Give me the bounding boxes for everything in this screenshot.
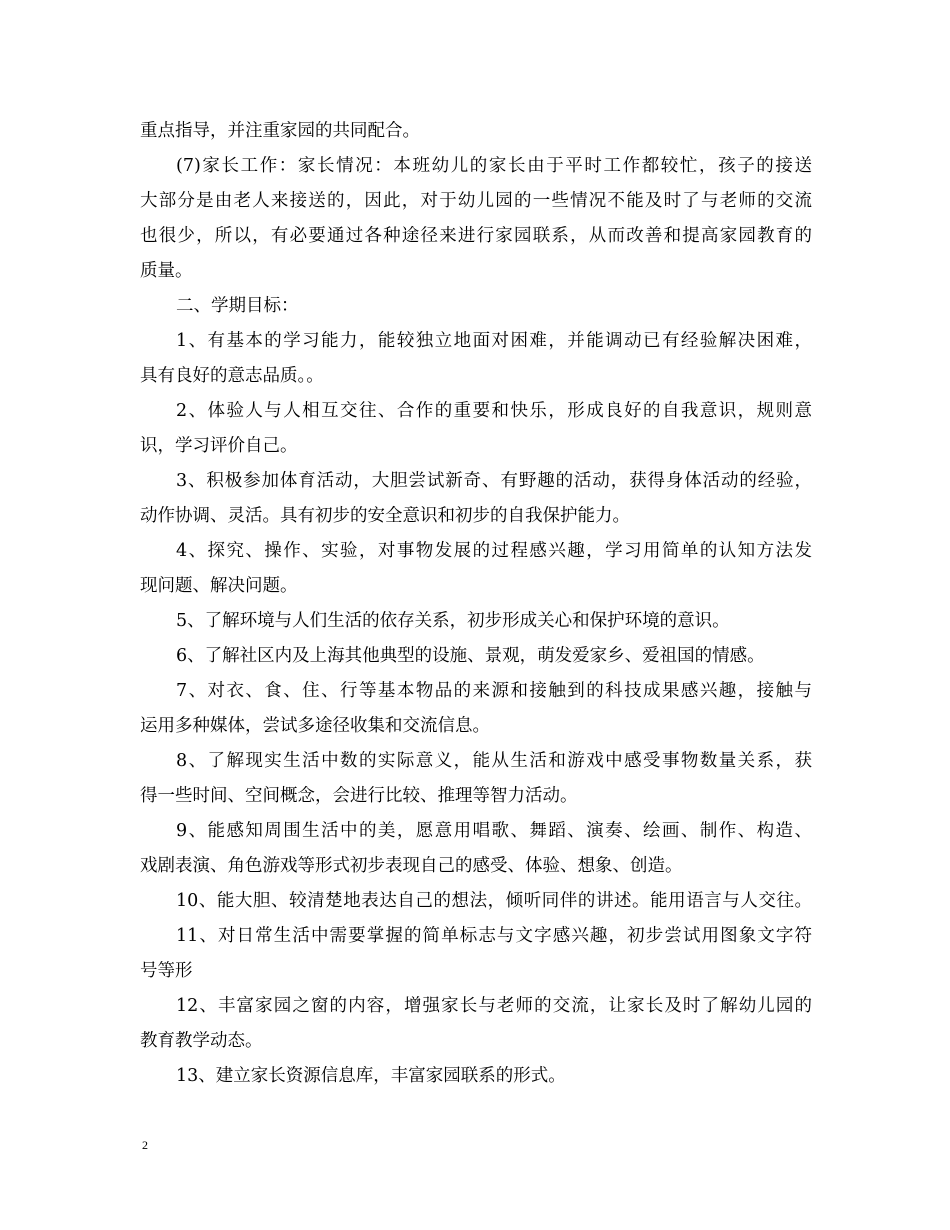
text-line: 运用多种媒体，尝试多途径收集和交流信息。 xyxy=(140,716,490,736)
text-line: 7、对衣、食、住、行等基本物品的来源和接触到的科技成果感兴趣，接触与 xyxy=(176,681,812,701)
text-line: 5、了解环境与人们生活的依存关系，初步形成关心和保护环境的意识。 xyxy=(176,611,730,631)
text-line: 8、了解现实生活中数的实际意义，能从生活和游戏中感受事物数量关系，获 xyxy=(176,751,812,771)
text-line: 戏剧表演、角色游戏等形式初步表现自己的感受、体验、想象、创造。 xyxy=(140,856,683,876)
text-line: 大部分是由老人来接送的，因此，对于幼儿园的一些情况不能及时了与老师的交流 xyxy=(140,191,812,211)
text-line: 得一些时间、空间概念，会进行比较、推理等智力活动。 xyxy=(140,786,578,806)
text-line: 教育教学动态。 xyxy=(140,1031,263,1051)
document-body xyxy=(140,114,812,1094)
text-line: 11、对日常生活中需要掌握的简单标志与文字感兴趣，初步尝试用图象文字符 xyxy=(176,926,812,946)
text-line: 3、积极参加体育活动，大胆尝试新奇、有野趣的活动，获得身体活动的经验， xyxy=(176,471,812,491)
text-line: 1、有基本的学习能力，能较独立地面对困难，并能调动已有经验解决困难， xyxy=(176,331,812,351)
text-line: 也很少，所以，有必要通过各种途径来进行家园联系，从而改善和提高家园教育的 xyxy=(140,226,812,246)
text-line: 6、了解社区内及上海其他典型的设施、景观，萌发爱家乡、爱祖国的情感。 xyxy=(176,646,765,666)
text-line: 具有良好的意志品质。。 xyxy=(140,366,324,386)
text-line: (7)家长工作：家长情况：本班幼儿的家长由于平时工作都较忙，孩子的接送 xyxy=(176,156,812,176)
text-line: 4、探究、操作、实验，对事物发展的过程感兴趣，学习用简单的认知方法发 xyxy=(176,541,812,561)
text-line: 动作协调、灵活。具有初步的安全意识和初步的自我保护能力。 xyxy=(140,506,630,526)
text-line: 10、能大胆、较清楚地表达自己的想法，倾听同伴的讲述。能用语言与人交往。 xyxy=(176,891,812,911)
text-line: 重点指导，并注重家园的共同配合。 xyxy=(140,121,420,141)
page-number: 2 xyxy=(142,1138,148,1152)
text-line: 2、体验人与人相互交往、合作的重要和快乐，形成良好的自我意识，规则意 xyxy=(176,401,812,421)
text-line: 12、丰富家园之窗的内容，增强家长与老师的交流，让家长及时了解幼儿园的 xyxy=(176,996,812,1016)
text-line: 二、学期目标： xyxy=(176,296,299,316)
text-line: 质量。 xyxy=(140,261,193,281)
text-line: 13、建立家长资源信息库，丰富家园联系的形式。 xyxy=(176,1066,566,1086)
text-line: 9、能感知周围生活中的美，愿意用唱歌、舞蹈、演奏、绘画、制作、构造、 xyxy=(176,821,812,841)
text-line: 号等形 xyxy=(140,961,193,981)
text-line: 现问题、解决问题。 xyxy=(140,576,298,596)
text-line: 识，学习评价自己。 xyxy=(140,436,298,456)
